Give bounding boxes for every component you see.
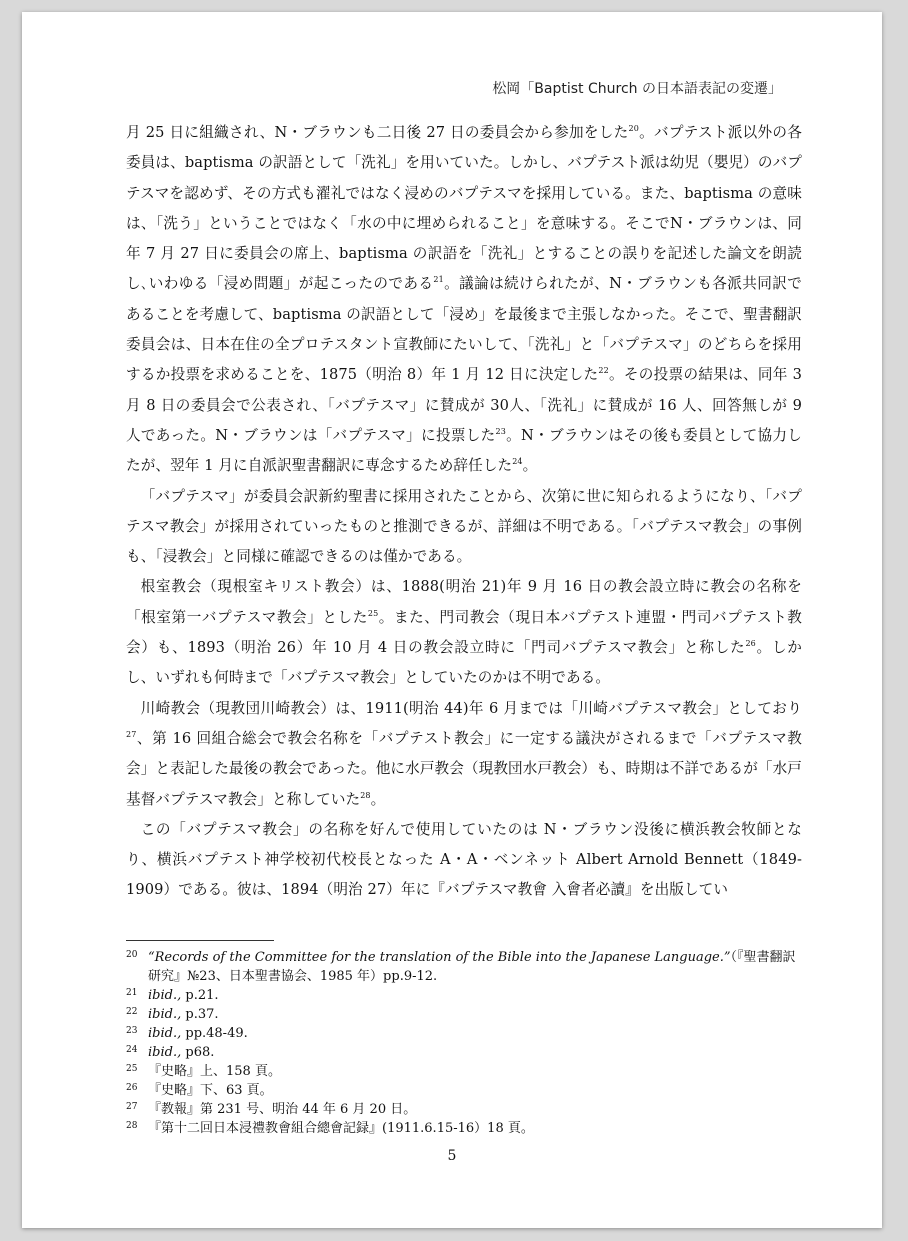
footnote: 22 ibid., p.37. bbox=[126, 1007, 219, 1022]
running-header: 松岡「Baptist Church の日本語表記の変遷」 bbox=[492, 81, 782, 97]
paragraph: 月 25 日に組織され、N・ブラウンも二日後 27 日の委員会から参加をした$^{20}$。バプテスト派以外の各委員は、baptisma の訳語として「洗礼」を用いていた。しかし、バプテスト派は幼児（嬰児）のバプテスマを認めず、その方式も濯礼ではなく浸めのバプテスマを採用している。また、baptisma の意味は、「洗う」ということではなく「水の中に埋められること」を意味する。そこでN・ブラウンは、同年 7 月 27 日に委員会の席上、baptisma の訳語を「洗礼」とすることの誤りを記述した論文を朗読し､いわゆる「浸め問題」が起こったのである$^{21}$。議論は続けられたが、N・ブラウンも各派共同訳であることを考慮して、baptisma の訳語として「浸め」を最後まで主張しなかった。そこで、聖書翻訳委員会は、日本在住の全プロテスタント宣教師にたいして、「洗礼」と「バプテスマ」のどちらを採用するか投票を求めることを、1875（明治 8）年 1 月 12 日に決定した$^{22}$。その投票の結果は、同年 3 月 8 日の委員会で公表され、「バプテスマ」に賛成が 30人、「洗礼」に賛成が 16 人、回答無しが 9 人であった。N・ブラウンは「バプテスマ」に投票した$^{23}$。N・ブラウンはその後も委員として協力したが、翌年 1 月に自派訳聖書翻訳に専念するため辞任した$^{24}$。 bbox=[126, 124, 802, 475]
footnote-ref[interactable]: 28 bbox=[360, 790, 371, 800]
paragraph: この「バプテスマ教会」の名称を好んで使用していたのは N・ブラウン没後に横浜教会牧師となり、横浜バプテスト神学校初代校長となった A・A・ベンネット Albert Arnold Bennett（1849-1909）である。彼は、1894（明治 27）年に『バプテスマ教會 入會者必讀』を出版してい bbox=[126, 820, 802, 899]
footnote-ref[interactable]: 20 bbox=[628, 124, 639, 134]
footnote-ref[interactable]: 27 bbox=[126, 730, 137, 740]
footnote-ref[interactable]: 26 bbox=[745, 639, 756, 649]
footnote-number: 21 bbox=[126, 988, 138, 998]
paragraph: 川崎教会（現教団川崎教会）は、1911(明治 44)年 6 月までは「川崎バプテスマ教会」としており$^{27}$、第 16 回組合総会で教会名称を「バプテスト教会」に一定する議決がされるまで「バプテスマ教会」と表記した最後の教会であった。他に水戸教会（現教団水戸教会）も、時期は不詳であるが「水戸基督バプテスマ教会」と称していた$^{28}$。 bbox=[126, 699, 802, 808]
footnote-number: 26 bbox=[126, 1083, 138, 1093]
footnote-ref[interactable]: 22 bbox=[598, 366, 609, 376]
footnote: 25 『史略』上、158 頁。 bbox=[126, 1064, 281, 1079]
footnote-divider bbox=[126, 940, 274, 941]
footnote-ref[interactable]: 21 bbox=[433, 275, 444, 285]
footnote-number: 24 bbox=[126, 1045, 138, 1055]
footnote-number: 23 bbox=[126, 1026, 138, 1036]
footnote: 27 『教報』第 231 号、明治 44 年 6 月 20 日。 bbox=[126, 1102, 417, 1117]
footnote: 26 『史略』下、63 頁。 bbox=[126, 1083, 273, 1098]
page-number: 5 bbox=[447, 1148, 457, 1164]
footnote: 20 “Records of the Committee for the translation of the Bible into the Japanese Language.”（『聖書翻訳研究』№23、日本聖書協会、1985 年）pp.9-12. bbox=[126, 950, 796, 984]
footnote-ref[interactable]: 24 bbox=[512, 457, 523, 467]
footnote: 24 ibid., p68. bbox=[126, 1045, 215, 1060]
paragraph: 根室教会（現根室キリスト教会）は、1888(明治 21)年 9 月 16 日の教会設立時に教会の名称を「根室第一バプテスマ教会」とした$^{25}$。また、門司教会（現日本バプテスト連盟・門司バプテスト教会）も、1893（明治 26）年 10 月 4 日の教会設立時に「門司バプテスマ教会」と称した$^{26}$。しかし、いずれも何時まで「バプテスマ教会」としていたのかは不明である。 bbox=[126, 578, 802, 687]
footnote-number: 20 bbox=[126, 950, 138, 960]
footnotes bbox=[126, 948, 802, 1138]
footnote-number: 25 bbox=[126, 1064, 138, 1074]
footnote: 28 『第十二回日本浸禮教會組合總會記録』(1911.6.15-16）18 頁。 bbox=[126, 1121, 534, 1136]
document-page bbox=[22, 12, 882, 1228]
footnote-ref[interactable]: 25 bbox=[367, 608, 379, 618]
paragraph: 「バプテスマ」が委員会訳新約聖書に採用されたことから、次第に世に知られるようになり、「バプテスマ教会」が採用されていったものと推測できるが、詳細は不明である。「バプテスマ教会」の事例も、「浸教会」と同様に確認できるのは僅かである。 bbox=[126, 487, 802, 566]
footnote-number: 27 bbox=[126, 1102, 138, 1112]
footnote-ref[interactable]: 23 bbox=[495, 427, 506, 437]
footnote-number: 28 bbox=[126, 1121, 138, 1131]
footnote: 23 ibid., pp.48-49. bbox=[126, 1026, 248, 1041]
footnote-number: 22 bbox=[126, 1007, 138, 1017]
body-text bbox=[126, 118, 802, 906]
footnote: 21 ibid., p.21. bbox=[126, 988, 219, 1003]
